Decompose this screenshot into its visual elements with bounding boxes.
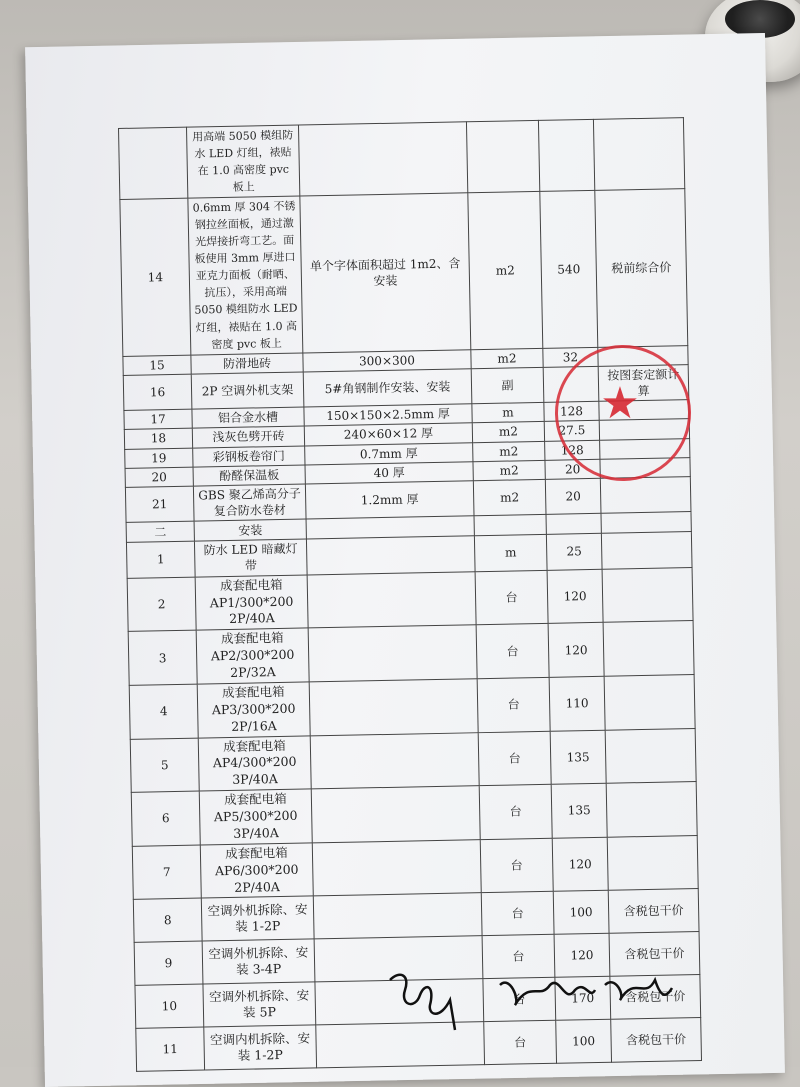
- cell-no: 14: [120, 198, 191, 356]
- cell-no: 15: [123, 355, 191, 375]
- cell-unit: 副: [471, 367, 544, 404]
- cell-name: GBS 聚乙烯高分子复合防水卷材: [193, 484, 306, 522]
- cell-no: 9: [134, 941, 203, 985]
- cell-no: 8: [133, 898, 202, 942]
- cell-no: 16: [123, 374, 192, 411]
- cell-unit: m: [472, 403, 544, 424]
- cell-note: [603, 621, 694, 676]
- signature-2: [500, 983, 595, 1005]
- cell-spec: [307, 571, 476, 628]
- cell-qty: [546, 514, 601, 535]
- cell-note: [601, 512, 691, 534]
- cell-name: 铝合金水槽: [192, 407, 304, 428]
- cell-spec: 300×300: [303, 349, 471, 371]
- cell-note: [601, 532, 692, 569]
- cell-no: 21: [125, 486, 194, 523]
- cell-unit: 台: [484, 1021, 557, 1065]
- cell-qty: 540: [540, 191, 598, 348]
- cell-spec: [310, 732, 479, 789]
- cell-no: [119, 127, 188, 199]
- cell-spec: 5#角钢制作安装、安装: [303, 369, 472, 408]
- cell-unit: [466, 120, 539, 193]
- cell-unit: 台: [483, 978, 556, 1022]
- cell-spec: [309, 679, 478, 736]
- cell-qty: 170: [555, 977, 611, 1021]
- cell-spec: 单个字体面积超过 1m2、含安装: [300, 193, 471, 353]
- cell-no: 3: [128, 630, 197, 685]
- cell-no: 17: [124, 409, 192, 429]
- cell-name: 成套配电箱 AP4/300*200 3P/40A: [198, 735, 311, 791]
- cell-qty: 135: [551, 783, 607, 838]
- cell-spec: 0.7mm 厚: [305, 442, 473, 464]
- table-body: [119, 118, 702, 1072]
- signature-1: [390, 975, 455, 1030]
- cell-note: [602, 567, 693, 622]
- signatures: [380, 960, 680, 1040]
- cell-qty: 135: [550, 730, 606, 785]
- cell-no: 19: [125, 448, 193, 468]
- cell-spec: 240×60×12 厚: [304, 423, 472, 445]
- cell-description: 0.6mm 厚 304 不锈钢拉丝面板，通过激光焊接折弯工艺。面板使用 3mm 厚进口亚克力面板（耐晒、抗压），采用高端 5050 模组防水 LED 灯组，裱贴在 1.0 高密度 pvc 板上: [188, 196, 303, 355]
- cell-spec: [306, 536, 475, 575]
- cell-name: 空调内机拆除、安装 1-2P: [204, 1025, 317, 1070]
- cell-unit: [474, 515, 546, 536]
- cell-name: 空调外机拆除、安装 5P: [203, 982, 316, 1027]
- cell-note: 按图套定额计算: [598, 364, 689, 401]
- cell-note: [605, 728, 696, 783]
- cell-unit: m2: [471, 348, 543, 369]
- cell-unit: m2: [473, 479, 546, 516]
- cell-no: 6: [131, 791, 200, 846]
- cell-qty: 120: [547, 569, 603, 624]
- cell-note: 含税包干价: [611, 1018, 702, 1063]
- cell-unit: 台: [481, 892, 554, 936]
- cell-unit: m2: [473, 441, 545, 462]
- cell-qty: 25: [546, 534, 602, 570]
- cell-qty: 128: [544, 401, 599, 421]
- cell-note: [593, 118, 684, 191]
- cell-unit: m: [474, 535, 547, 572]
- cell-name: 空调外机拆除、安装 1-2P: [201, 896, 314, 941]
- cell-no: 5: [130, 738, 199, 793]
- cell-qty: [538, 119, 594, 191]
- cell-name: 成套配电箱 AP6/300*200 2P/40A: [200, 843, 313, 899]
- cell-qty: 110: [549, 676, 605, 731]
- cell-name: 成套配电箱 AP2/300*200 2P/32A: [196, 628, 309, 684]
- table-row: [120, 189, 688, 356]
- cell-no: 11: [136, 1027, 205, 1071]
- cell-unit: m2: [473, 460, 545, 481]
- cell-spec: [311, 786, 480, 843]
- cell-name: 空调外机拆除、安装 3-4P: [202, 939, 315, 984]
- cell-no: 20: [125, 467, 193, 487]
- signature-3: [605, 980, 672, 1000]
- cell-unit: 台: [480, 838, 553, 893]
- cell-no: 4: [129, 684, 198, 739]
- cell-note: [604, 674, 695, 729]
- cell-note: 含税包干价: [609, 932, 700, 977]
- cell-name: 成套配电箱 AP1/300*200 2P/40A: [195, 575, 308, 631]
- cell-note: [600, 476, 691, 513]
- cell-spec: [298, 122, 467, 196]
- cell-unit: 台: [475, 570, 548, 625]
- cell-qty: 100: [556, 1020, 612, 1064]
- cell-unit: 台: [482, 935, 555, 979]
- cell-note: [606, 782, 697, 837]
- cell-spec: 150×150×2.5mm 厚: [304, 404, 472, 426]
- cell-qty: 128: [545, 440, 600, 460]
- cell-no: 1: [126, 541, 195, 578]
- cell-no: 10: [135, 984, 204, 1028]
- cell-note: 含税包干价: [610, 975, 701, 1020]
- cell-qty: 120: [552, 837, 608, 892]
- quantity-table: [118, 117, 702, 1072]
- cell-name: 成套配电箱 AP3/300*200 2P/16A: [197, 682, 310, 738]
- cell-unit: 台: [477, 677, 550, 732]
- cell-qty: 120: [554, 934, 610, 978]
- cell-spec: 1.2mm 厚: [305, 481, 474, 520]
- cell-name: 彩钢板卷帘门: [193, 446, 305, 467]
- cell-spec: [313, 893, 482, 939]
- cell-name: 安装: [194, 519, 306, 541]
- cell-spec: 40 厚: [305, 461, 473, 483]
- cell-unit: 台: [478, 731, 551, 786]
- seal-star-icon: ★: [600, 378, 640, 429]
- cell-name: 2P 空调外机支架: [191, 372, 304, 410]
- cell-qty: 20: [545, 459, 600, 479]
- cell-note: 含税包干价: [608, 889, 699, 934]
- cell-qty: 100: [553, 891, 609, 935]
- cell-qty: 32: [543, 347, 598, 367]
- cell-qty: 20: [545, 478, 601, 514]
- cell-description: 用高端 5050 模组防水 LED 灯组，裱贴在 1.0 高密度 pvc 板上: [186, 125, 299, 198]
- cell-spec: [308, 625, 477, 682]
- cell-name: 防滑地砖: [191, 353, 303, 374]
- cell-unit: m2: [468, 192, 543, 350]
- cell-note: [607, 835, 698, 890]
- cell-spec: [312, 839, 481, 896]
- table-row: [119, 118, 685, 200]
- cell-no: 二: [126, 521, 194, 542]
- cell-name: 酚醛保温板: [193, 465, 305, 486]
- cell-name: 浅灰色劈开砖: [192, 426, 304, 447]
- cell-unit: 台: [476, 624, 549, 679]
- cell-no: 18: [124, 428, 192, 448]
- cell-qty: 120: [548, 623, 604, 678]
- cell-note: 税前综合价: [595, 189, 688, 347]
- cell-name: 成套配电箱 AP5/300*200 3P/40A: [199, 789, 312, 845]
- cell-unit: 台: [479, 784, 552, 839]
- cell-no: 2: [127, 577, 196, 632]
- cell-unit: m2: [472, 422, 544, 443]
- cell-no: 7: [132, 845, 201, 900]
- cell-name: 防水 LED 暗藏灯带: [194, 539, 307, 577]
- cell-qty: 27.5: [544, 421, 599, 441]
